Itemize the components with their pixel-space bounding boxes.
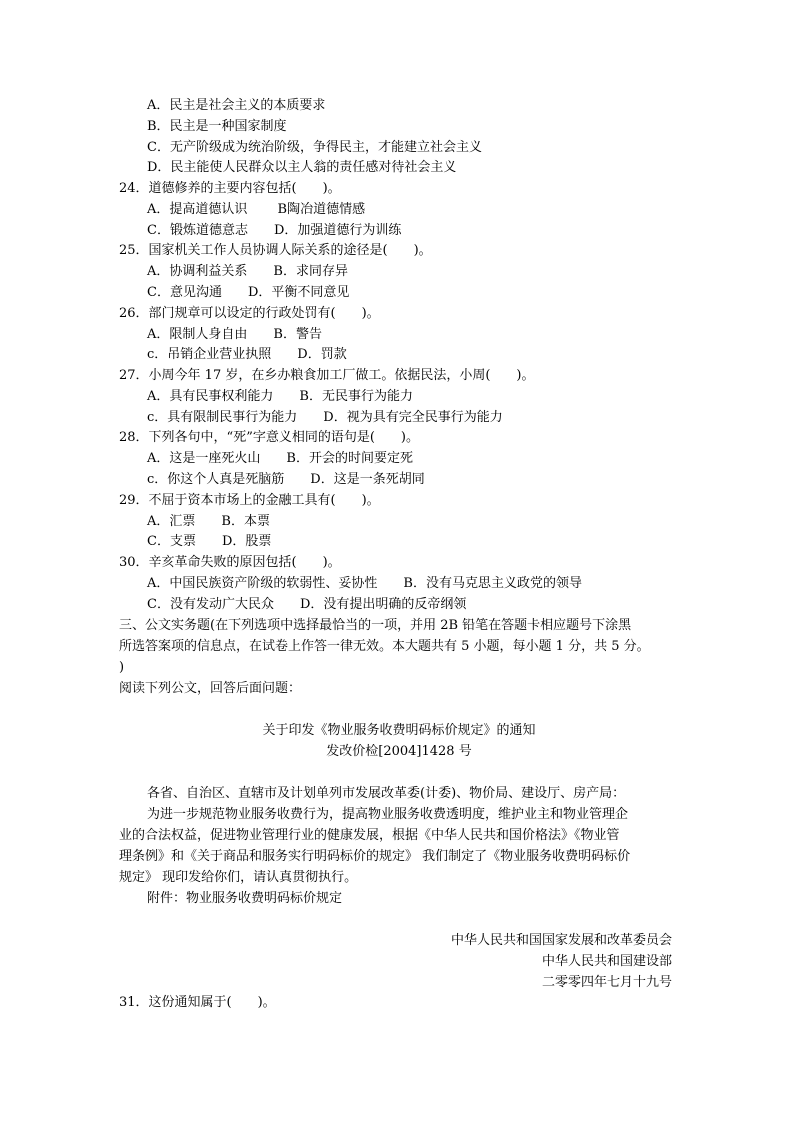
section3-instructions-line3: ) xyxy=(119,660,125,675)
q30-stem: 30．辛亥革命失败的原因包括( )。 xyxy=(119,555,341,570)
document-body-line3: 理条例》和《关于商品和服务实行明码标价的规定》 我们制定了《物业服务收费明码标价 xyxy=(119,849,631,864)
q29-options-row2: C．支票 D．股票 xyxy=(147,534,272,549)
document-number: 发改价检[2004]1428 号 xyxy=(326,744,472,759)
q28-options-row1: A．这是一座死火山 B．开会的时间要定死 xyxy=(147,451,413,466)
signature-ministry-construction: 中华人民共和国建设部 xyxy=(541,954,672,969)
q23-option-d: D．民主能使人民群众以主人翁的责任感对待社会主义 xyxy=(147,160,457,175)
section3-instructions-line2: 所选答案项的信息点，在试卷上作答一律无效。本大题共有 5 小题，每小题 1 分，共 5 分。 xyxy=(119,639,650,654)
q30-options-row2: C．没有发动广大民众 D．没有提出明确的反帝纲领 xyxy=(147,597,467,612)
document-date: 二零零四年七月十九号 xyxy=(541,975,672,990)
section3-instructions-line1: 三、公文实务题(在下列选项中选择最恰当的一项，并用 2B 铅笔在答题卡相应题号下涂黑 xyxy=(119,618,632,633)
q30-options-row1: A．中国民族资产阶级的软弱性、妥协性 B．没有马克思主义政党的领导 xyxy=(147,576,582,591)
q25-stem: 25．国家机关工作人员协调人际关系的途径是( )。 xyxy=(119,243,432,258)
q24-options-row1: A．提高道德认识 B陶冶道德情感 xyxy=(147,202,366,217)
q23-option-b: B．民主是一种国家制度 xyxy=(147,119,287,134)
document-title: 关于印发《物业服务收费明码标价规定》的通知 xyxy=(262,723,536,738)
document-body-line1: 为进一步规范物业服务收费行为，提高物业服务收费透明度，维护业主和物业管理企 xyxy=(147,807,629,822)
q27-options-row1: A．具有民事权利能力 B．无民事行为能力 xyxy=(147,389,413,404)
q23-option-a: A．民主是社会主义的本质要求 xyxy=(147,98,326,113)
q25-options-row2: C．意见沟通 D．平衡不同意见 xyxy=(147,285,350,300)
q27-stem: 27．小周今年 17 岁，在乡办粮食加工厂做工。依据民法，小周( )。 xyxy=(119,368,535,383)
q23-option-c: C．无产阶级成为统治阶级，争得民主，才能建立社会主义 xyxy=(147,140,482,155)
q26-options-row2: c．吊销企业营业执照 D．罚款 xyxy=(147,347,347,362)
document-body-line4: 规定》 现印发给你们，请认真贯彻执行。 xyxy=(119,870,358,885)
document-body-line2: 业的合法权益，促进物业管理行业的健康发展，根据《中华人民共和国价格法》《物业管 xyxy=(119,828,620,843)
document-attachment: 附件：物业服务收费明码标价规定 xyxy=(147,891,343,906)
q28-stem: 28．下列各句中，“死”字意义相同的语句是( )。 xyxy=(119,430,419,445)
q31-stem: 31．这份通知属于( )。 xyxy=(119,995,276,1010)
q24-stem: 24．道德修养的主要内容包括( )。 xyxy=(119,181,341,196)
q29-options-row1: A．汇票 B．本票 xyxy=(147,514,270,529)
q28-options-row2: c．你这个人真是死脑筋 D．这是一条死胡同 xyxy=(147,472,425,487)
q26-options-row1: A．限制人身自由 B．警告 xyxy=(147,327,322,342)
q26-stem: 26．部门规章可以设定的行政处罚有( )。 xyxy=(119,306,380,321)
q29-stem: 29．不屈于资本市场上的金融工具有( )。 xyxy=(119,493,380,508)
signature-ndrc: 中华人民共和国国家发展和改革委员会 xyxy=(450,933,672,948)
q27-options-row2: c．具有限制民事行为能力 D．视为具有完全民事行为能力 xyxy=(147,410,503,425)
q24-options-row2: C．锻炼道德意志 D．加强道德行为训练 xyxy=(147,223,402,238)
q25-options-row1: A．协调利益关系 B．求同存异 xyxy=(147,264,348,279)
document-addressee: 各省、自治区、直辖市及计划单列市发展改革委(计委)、物价局、建设厅、房产局： xyxy=(147,786,626,801)
reading-intro: 阅读下列公文，回答后面问题： xyxy=(119,681,302,696)
